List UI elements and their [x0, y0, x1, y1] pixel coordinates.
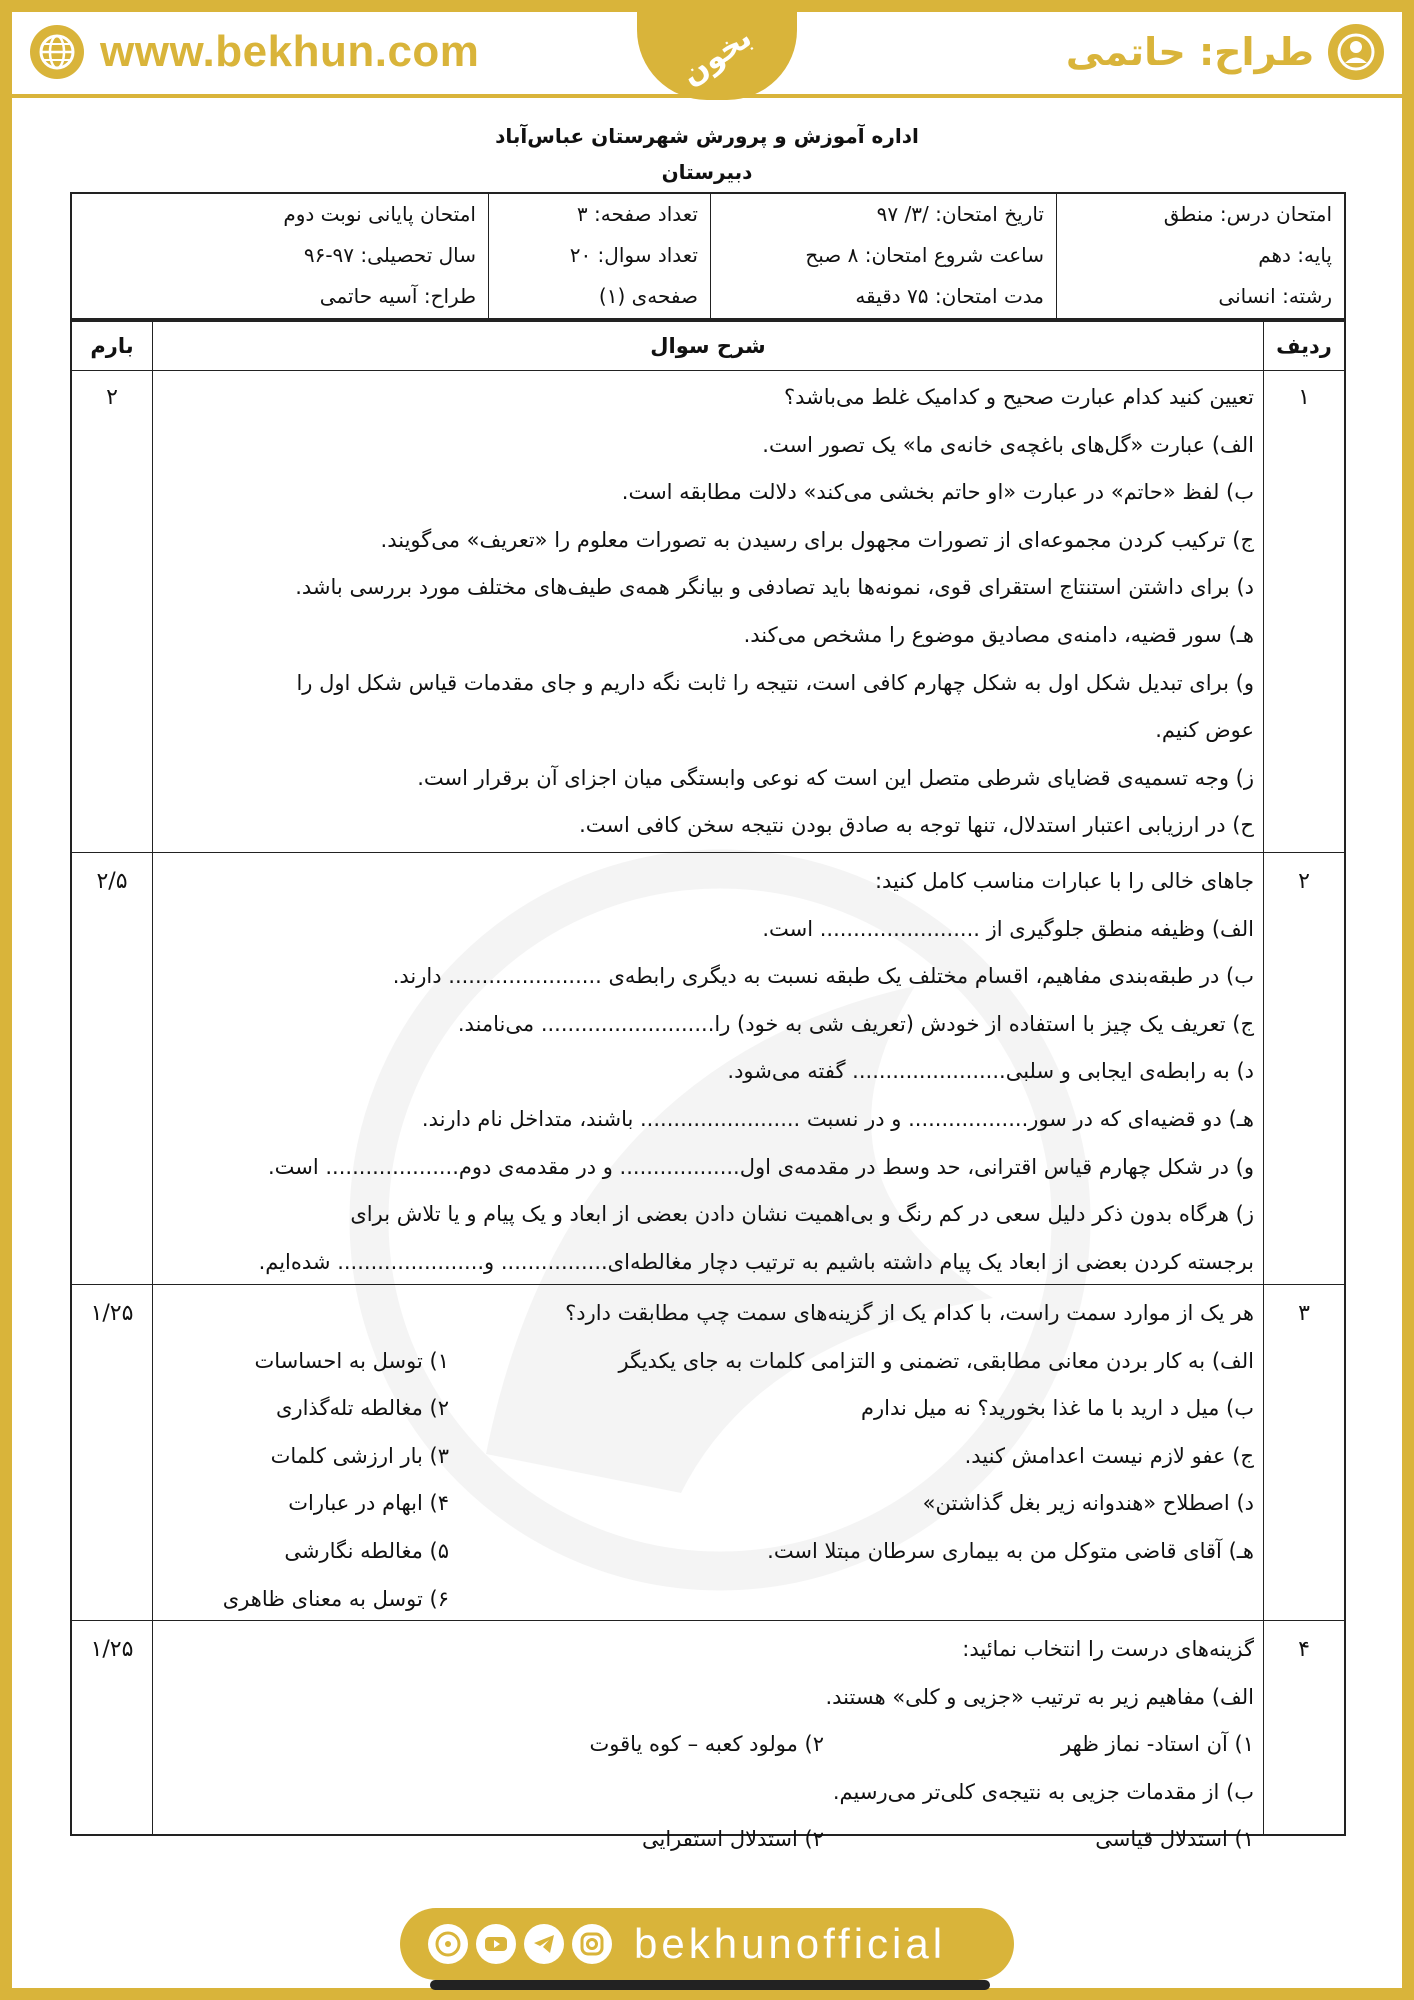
brand-logo	[637, 12, 797, 100]
info-grade: پایه: دهم	[1258, 243, 1332, 267]
choice-row	[164, 1721, 1254, 1769]
school-title: دبیرستان	[661, 160, 753, 184]
matching-row	[164, 1338, 1254, 1386]
info-col-3	[488, 194, 710, 318]
site-url[interactable]: www.bekhun.com	[100, 27, 480, 76]
question-score: ۲/۵	[96, 869, 128, 894]
divider	[72, 370, 1344, 371]
matching-item: د) اصطلاح «هندوانه زیر بغل گذاشتن»	[922, 1491, 1254, 1516]
info-field: رشته: انسانی	[1218, 284, 1332, 308]
question-line: تعیین کنید کدام عبارت صحیح و کدامیک غلط می‌باشد؟	[783, 385, 1254, 409]
matching-item: هـ) آقای قاضی متوکل من به بیماری سرطان مبتلا است.	[767, 1538, 1254, 1563]
matching-option: ۶) توسل به معنای ظاهری	[222, 1586, 449, 1611]
question-line: د) برای داشتن استنتاج استقرای قوی، نمونه‌ها باید تصادفی و بیانگر همه‌ی طیف‌های مختلف مورد بررسی باشد.	[295, 575, 1254, 600]
info-designer: طراح: آسیه حاتمی	[319, 284, 476, 308]
info-col-2	[710, 194, 1056, 318]
info-page-count: تعداد صفحه: ۳	[576, 202, 698, 226]
question-number: ۱	[1298, 385, 1310, 410]
choice-option[interactable]: ۲) مولود کعبه – کوه یاقوت	[589, 1732, 824, 1757]
office-title: اداره آموزش و پرورش شهرستان عباس‌آباد	[495, 124, 919, 148]
question-line: ب) از مقدمات جزیی به نتیجه‌ی کلی‌تر می‌رسیم.	[832, 1779, 1254, 1804]
matching-option: ۴) ابهام در عبارات	[288, 1491, 449, 1516]
matching-option: ۲) مغالطه تله‌گذاری	[276, 1396, 449, 1421]
info-question-count: تعداد سوال: ۲۰	[569, 243, 698, 267]
question-number: ۲	[1298, 869, 1310, 894]
aparat-icon[interactable]	[428, 1924, 468, 1964]
designer-label	[1066, 22, 1384, 82]
question-line: الف) مفاهیم زیر به ترتیب «جزیی و کلی» هستند.	[825, 1684, 1254, 1709]
site-link[interactable]	[30, 22, 479, 82]
question-line: ح) در ارزیابی اعتبار استدلال، تنها توجه به صادق بودن نتیجه سخن کافی است.	[579, 813, 1254, 838]
question-line: د) به رابطه‌ی ایجابی و سلبی....................... گفته می‌شود.	[727, 1059, 1254, 1084]
social-footer	[400, 1908, 1014, 1980]
info-subject: امتحان درس: منطق	[1163, 202, 1332, 226]
social-handle[interactable]: bekhunofficial	[634, 1920, 947, 1967]
logo-text: بخون	[675, 19, 759, 93]
globe-icon	[30, 25, 84, 79]
choice-option[interactable]: ۱) آن استاد- نماز ظهر	[1060, 1732, 1254, 1757]
question-2	[164, 858, 1254, 1286]
divider	[1263, 322, 1264, 1834]
info-year: سال تحصیلی: ۹۷-۹۶	[303, 243, 476, 267]
question-line: ج) تعریف یک چیز با استفاده از خودش (تعریف شی به خود) را.......................... می‌نامند.	[457, 1011, 1254, 1036]
column-header-row: ردیف	[1276, 334, 1332, 358]
page-header	[12, 12, 1402, 98]
designer-name: طراح: حاتمی	[1065, 30, 1314, 74]
question-line: الف) وظیفه منطق جلوگیری از ........................ است.	[762, 916, 1254, 941]
choice-option[interactable]: ۱) استدلال قیاسی	[1095, 1827, 1254, 1852]
question-line: و) برای تبدیل شکل اول به شکل چهارم کافی است، نتیجه را ثابت نگه داریم و جای مقدمات قیاس شکل اول را	[296, 670, 1254, 695]
question-line: هـ) دو قضیه‌ای که در سور.................. و در نسبت ........................ باشند، متداخل نام دارند.	[421, 1106, 1254, 1131]
user-icon	[1328, 24, 1384, 80]
divider	[152, 322, 153, 1834]
question-line: گزینه‌های درست را انتخاب نمائید:	[962, 1637, 1254, 1661]
matching-row	[164, 1385, 1254, 1433]
instagram-icon[interactable]	[572, 1924, 612, 1964]
matching-row	[164, 1480, 1254, 1528]
question-line: و) در شکل چهارم قیاس اقترانی، حد وسط در مقدمه‌ی اول.................. و در مقدمه‌ی دوم.................... است.	[267, 1154, 1254, 1179]
question-4	[164, 1626, 1254, 1864]
question-number: ۳	[1298, 1301, 1310, 1326]
questions-table	[70, 320, 1346, 1852]
info-duration: مدت امتحان: ۷۵ دقیقه	[855, 284, 1044, 308]
column-header-desc: شرح سوال	[650, 334, 766, 358]
column-header-score: بارم	[90, 334, 134, 358]
question-line: عوض کنیم.	[1155, 718, 1254, 743]
matching-item: الف) به کار بردن معانی مطابقی، تضمنی و التزامی کلمات به جای یکدیگر	[618, 1348, 1254, 1373]
telegram-icon[interactable]	[524, 1924, 564, 1964]
info-col-1	[1056, 194, 1344, 318]
question-number: ۴	[1298, 1637, 1310, 1662]
question-3	[164, 1290, 1254, 1623]
footer-shadow	[430, 1980, 990, 1990]
question-score: ۱/۲۵	[90, 1301, 134, 1326]
choice-row	[164, 1816, 1254, 1864]
matching-row	[164, 1528, 1254, 1576]
question-line: ب) در طبقه‌بندی مفاهیم، اقسام مختلف یک طبقه نسبت به دیگری رابطه‌ی ....................... دارند.	[392, 964, 1254, 989]
matching-option: ۱) توسل به احساسات	[254, 1348, 449, 1373]
choice-option[interactable]: ۲) استدلال استقرایی	[641, 1827, 824, 1852]
question-line: ز) وجه تسمیه‌ی قضایای شرطی متصل این است که نوعی وابستگی میان اجزای آن برقرار است.	[417, 765, 1254, 790]
question-line: ب) لفظ «حاتم» در عبارت «او حاتم بخشی می‌کند» دلالت مطابقه است.	[621, 480, 1254, 505]
info-col-4	[72, 194, 488, 318]
question-line: برجسته کردن بعضی از ابعاد یک پیام داشته باشیم به ترتیب دچار مغالطه‌ای................ و...................... شده‌ایم.	[258, 1249, 1254, 1274]
exam-info-table	[70, 192, 1346, 320]
info-page-number: صفحه‌ی (۱)	[598, 284, 698, 308]
info-start-time: ساعت شروع امتحان: ۸ صبح	[805, 243, 1044, 267]
info-exam-type: امتحان پایانی نوبت دوم	[283, 202, 476, 226]
question-score: ۱/۲۵	[90, 1637, 134, 1662]
question-line: ج) ترکیب کردن مجموعه‌ای از تصورات مجهول برای رسیدن به تصورات معلوم را «تعریف» می‌گویند.	[380, 527, 1254, 552]
matching-row	[164, 1576, 1254, 1624]
question-line: هر یک از موارد سمت راست، با کدام یک از گزینه‌های سمت چپ مطابقت دارد؟	[565, 1301, 1254, 1325]
question-line: هـ) سور قضیه، دامنه‌ی مصادیق موضوع را مشخص می‌کند.	[743, 622, 1254, 647]
matching-item: ب) میل د ارید با ما غذا بخورید؟ نه میل ندارم	[861, 1396, 1254, 1421]
info-date: تاریخ امتحان: /۳/ ۹۷	[876, 202, 1044, 226]
question-score: ۲	[106, 385, 118, 410]
matching-option: ۵) مغالطه نگارشی	[284, 1538, 449, 1563]
question-line: الف) عبارت «گل‌های باغچه‌ی خانه‌ی ما» یک تصور است.	[762, 432, 1254, 457]
youtube-icon[interactable]	[476, 1924, 516, 1964]
matching-option: ۳) بار ارزشی کلمات	[270, 1443, 449, 1468]
question-1	[164, 374, 1254, 850]
matching-row	[164, 1433, 1254, 1481]
divider	[72, 852, 1344, 853]
question-line: جاهای خالی را با عبارات مناسب کامل کنید:	[874, 869, 1254, 893]
matching-item: ج) عفو لازم نیست اعدامش کنید.	[964, 1443, 1254, 1468]
question-line: ز) هرگاه بدون ذکر دلیل سعی در کم رنگ و بی‌اهمیت نشان دادن بعضی از ابعاد و یک پیام و یا تلاش برای	[350, 1202, 1254, 1227]
